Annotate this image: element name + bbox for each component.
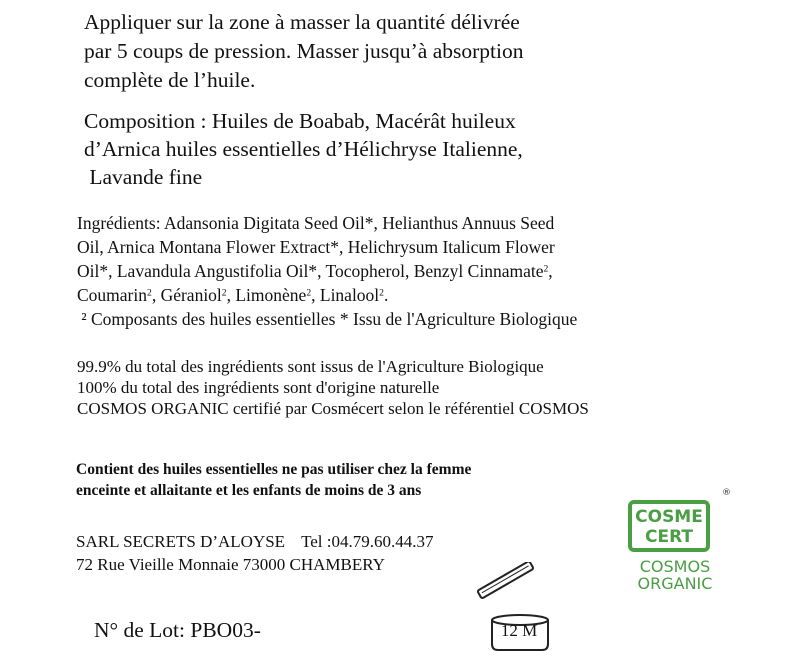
composition-line: Lavande fine	[84, 165, 203, 189]
company-info	[76, 530, 434, 576]
period-after-opening-symbol	[476, 562, 556, 654]
warning-line: enceinte et allaitante et les enfants de moins de 3 ans	[76, 482, 422, 499]
registered-mark: ®	[722, 488, 731, 498]
ingredients-text: Oil*, Lavandula Angustifolia Oil*, Tocopherol, Benzyl Cinnamate	[77, 261, 544, 281]
lot-number: N° de Lot: PBO03-	[94, 618, 261, 642]
company-address: 72 Rue Vieille Monnaie 73000 CHAMBERY	[76, 555, 385, 574]
footnote-superscript: 2	[306, 287, 312, 299]
cosmecert-badge-line: COSME	[635, 507, 703, 527]
pao-label: 12 M	[500, 621, 538, 640]
cosmecert-badge-line: CERT	[644, 527, 693, 547]
organic-stats	[77, 356, 589, 419]
ingredient-item: Géraniol	[160, 285, 222, 305]
ingredients-line: Oil*, Lavandula Angustifolia Oil*, Tocopherol, Benzyl Cinnamate$^2$,	[77, 261, 553, 281]
footnote-superscript: 2	[543, 263, 549, 275]
usage-instructions	[84, 8, 523, 95]
footnote-text: Composants des huiles essentielles * Issu de l'Agriculture Biologique	[86, 309, 578, 329]
footnote-mark: ²	[81, 309, 87, 329]
warning-line: Contient des huiles essentielles ne pas utiliser chez la femme	[76, 461, 472, 478]
footnote	[77, 307, 577, 331]
cosmecert-badge	[628, 500, 710, 552]
caption-line: COSMOS	[639, 557, 711, 576]
stats-line: COSMOS ORGANIC certifié par Cosmécert selon le référentiel COSMOS	[77, 399, 589, 418]
footnote-superscript: 2	[147, 287, 152, 299]
company-phone: Tel :04.79.60.44.37	[301, 532, 434, 551]
composition-line: Composition : Huiles de Boabab, Macérât huileux	[84, 109, 516, 133]
ingredient-item: Coumarin	[77, 285, 147, 305]
usage-line: complète de l’huile.	[84, 68, 256, 92]
ingredients-line: Ingrédients: Adansonia Digitata Seed Oil*, Helianthus Annuus Seed	[77, 213, 555, 233]
ingredients-line: Oil, Arnica Montana Flower Extract*, Helichrysum Italicum Flower	[77, 237, 555, 257]
footnote-superscript: 2	[379, 287, 384, 299]
ingredient-item: Limonène	[235, 285, 307, 305]
ingredients-line: Coumarin$^2$, Géraniol$^2$, Limonène$^2$, Linalool$^2$.	[77, 285, 389, 305]
footnote-superscript: 2	[221, 287, 227, 299]
ingredients-list	[77, 211, 577, 331]
composition-line: d’Arnica huiles essentielles d’Hélichryse Italienne,	[84, 137, 523, 161]
company-line	[76, 530, 434, 553]
composition-block	[84, 107, 523, 191]
usage-line: Appliquer sur la zone à masser la quantité délivrée	[84, 10, 520, 34]
stats-line: 99.9% du total des ingrédients sont issus de l'Agriculture Biologique	[77, 357, 544, 376]
usage-line: par 5 coups de pression. Masser jusqu’à absorption	[84, 39, 524, 63]
caption-line: ORGANIC	[637, 574, 713, 593]
company-name: SARL SECRETS D’ALOYSE	[76, 532, 286, 551]
safety-warning	[76, 459, 471, 501]
ingredient-item: Linalool	[319, 285, 380, 305]
cosmos-organic-caption	[623, 558, 727, 592]
stats-line: 100% du total des ingrédients sont d'origine naturelle	[77, 378, 440, 397]
